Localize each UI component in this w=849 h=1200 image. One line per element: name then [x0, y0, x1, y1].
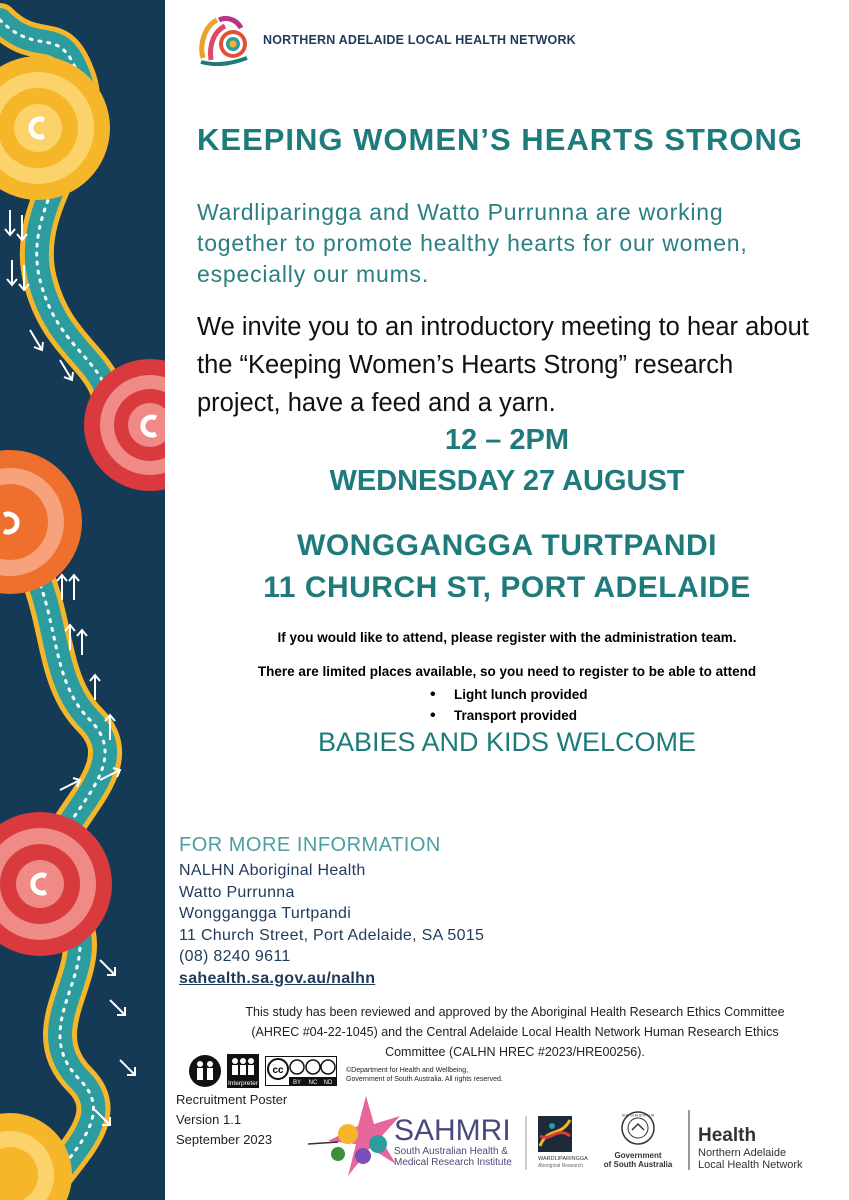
contact-line: Watto Purrunna: [179, 883, 295, 901]
contact-phone: (08) 8240 9611: [179, 948, 291, 965]
partner-logos: [308, 1086, 828, 1191]
ethics-line: This study has been reviewed and approved by the Aboriginal Health Research Ethics Committee: [245, 1005, 785, 1019]
event-time: 12 – 2PM: [444, 424, 570, 456]
venue-name: WONGGANGGA TURTPANDI: [297, 529, 717, 562]
wardliparingga-subtitle: Aboriginal Research: [538, 1163, 584, 1169]
cc-by-label: BY: [292, 1080, 302, 1086]
carer-accessibility-icon: [188, 1054, 222, 1088]
contact-line: NALHN Aboriginal Health: [179, 862, 366, 879]
intro-text: Wardliparingga and Watto Purrunna are working together to promote healthy hearts for our women, especially our mums.: [197, 199, 748, 287]
sa-seal-text: SOUTH AUSTRALIA: [621, 1113, 655, 1118]
contact-line: Wonggangga Turtpandi: [179, 905, 352, 922]
copyright-line: Government of South Australia. All rights reserved.: [346, 1076, 503, 1083]
website-link[interactable]: sahealth.sa.gov.au/nalhn: [179, 969, 376, 987]
sahmri-subtitle-1: South Australian Health &: [394, 1146, 508, 1157]
nalhn-logo-icon: [197, 14, 255, 66]
health-title: Health: [698, 1125, 757, 1146]
creative-commons-icon: [265, 1056, 337, 1086]
invite-text: We invite you to an introductory meeting to hear about the “Keeping Women’s Hearts Strong” research project, have a feed and a yarn.: [197, 313, 809, 417]
register-note: If you would like to attend, please register with the administration team.: [277, 630, 737, 645]
contact-address: 11 Church Street, Port Adelaide, SA 5015: [179, 926, 485, 944]
accessibility-icons: [188, 1054, 337, 1088]
sahmri-splash-icon: [308, 1096, 400, 1176]
header: [197, 14, 576, 66]
provisions-list: [430, 684, 588, 726]
copyright-note: [346, 1066, 503, 1084]
cc-nc-label: NC: [308, 1080, 318, 1086]
sahmri-subtitle-2: Medical Research Institute: [394, 1157, 512, 1168]
poster-type: Recruitment Poster: [176, 1092, 288, 1107]
partner-logo-strip: [308, 1086, 828, 1186]
list-item: • Light lunch provided: [430, 684, 588, 705]
health-subtitle-2: Local Health Network: [698, 1159, 803, 1171]
contact-details: [179, 860, 484, 989]
event-venue: [165, 525, 849, 609]
ethics-line: Committee (CALHN HREC #2023/HRE00256).: [385, 1045, 645, 1059]
artwork-panel: [0, 0, 165, 1200]
poster-date: September 2023: [176, 1132, 273, 1147]
org-name: NORTHERN ADELAIDE LOCAL HEALTH NETWORK: [263, 33, 576, 47]
sahmri-name: SAHMRI: [394, 1114, 511, 1147]
page-title: KEEPING WOMEN’S HEARTS STRONG: [197, 122, 803, 157]
wardliparingga-name: WARDLIPARINGGA: [538, 1156, 588, 1162]
more-info-heading: FOR MORE INFORMATION: [179, 834, 441, 856]
event-date: WEDNESDAY 27 AUGUST: [329, 465, 685, 497]
limited-places-note: There are limited places available, so you need to register to be able to attend: [257, 664, 757, 679]
venue-address: 11 CHURCH ST, PORT ADELAIDE: [263, 571, 751, 604]
poster-version-info: [176, 1090, 287, 1150]
gov-sa-line-1: Government: [614, 1151, 662, 1160]
wardliparingga-logo-icon: [538, 1116, 572, 1152]
list-item: • Transport provided: [430, 705, 588, 726]
gov-sa-line-2: of South Australia: [603, 1160, 673, 1169]
ethics-statement: [200, 1002, 830, 1062]
cc-nd-label: ND: [323, 1080, 333, 1086]
poster-version: Version 1.1: [176, 1112, 242, 1127]
cc-mark: cc: [272, 1065, 284, 1076]
interpreter-icon: [227, 1054, 259, 1088]
interpreter-label: Interpreter: [228, 1080, 258, 1087]
ethics-line: (AHREC #04-22-1045) and the Central Adelaide Local Health Network Human Research Ethics: [251, 1025, 779, 1039]
dotpainting-artwork: [0, 0, 165, 1200]
health-subtitle-1: Northern Adelaide: [698, 1147, 787, 1159]
copyright-line: ©Department for Health and Wellbeing,: [346, 1067, 469, 1074]
babies-welcome-text: BABIES AND KIDS WELCOME: [317, 727, 697, 757]
